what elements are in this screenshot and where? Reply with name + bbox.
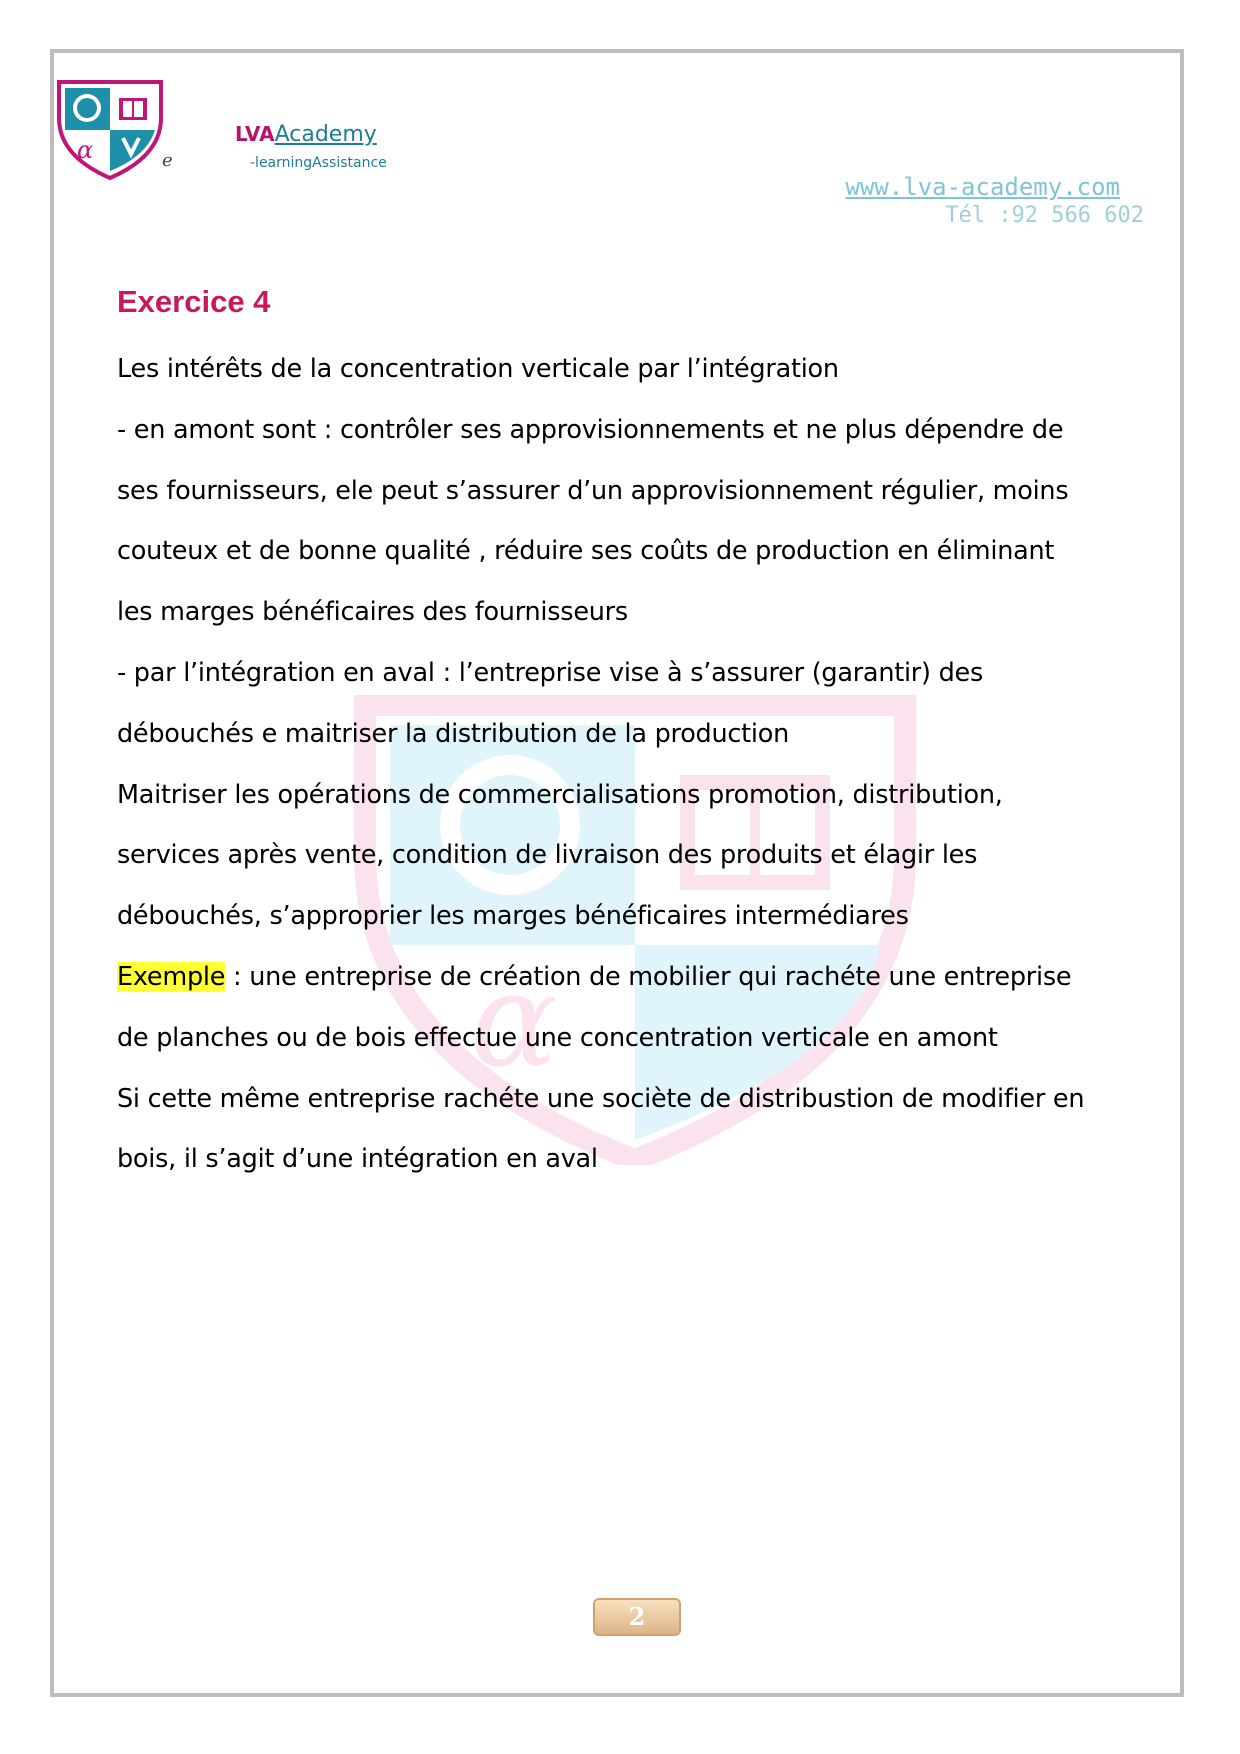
example-label: Exemple [117,961,226,992]
brand-name [235,122,377,147]
text-line: les marges bénéficaires des fournisseurs [117,597,628,628]
exercise-title: Exercice 4 [117,284,271,319]
example-line [117,947,1162,1008]
example-text: : une entreprise de création de mobilier qui rachéte une entreprise [225,961,1072,992]
brand-academy: Academy [274,122,377,147]
shield-logo-icon [55,78,165,180]
text-line: - en amont sont : contrôler ses approvisionnements et ne plus dépendre de [117,414,1064,445]
text-line: Si cette même entreprise rachéte une sociète de distribustion de modifier en [117,1083,1085,1114]
text-line: Maitriser les opérations de commercialisations promotion, distribution, [117,779,1003,810]
text-line: - par l’intégration en aval : l’entreprise vise à s’assurer (garantir) des [117,657,984,688]
svg-text:α: α [77,136,94,164]
text-line: services après vente, condition de livraison des produits et élagir les [117,840,978,871]
text-line: bois, il s’agit d’une intégration en aval [117,1144,598,1175]
website-link[interactable]: www.lva-academy.com [845,173,1120,201]
page-number: 2 [593,1598,681,1636]
svg-text:α: α [470,944,558,1096]
exercise-body [117,339,1162,1190]
logo-suffix: e [162,150,173,171]
phone-number: Tél :92 566 602 [945,203,1144,228]
text-line: couteux et de bonne qualité , réduire ses coûts de production en éliminant [117,536,1055,567]
brand-lva: LVA [235,122,275,146]
text-line: ses fournisseurs, ele peut s’assurer d’un approvisionnement régulier, moins [117,475,1069,506]
brand-tagline: -learningAssistance [250,155,387,171]
text-line: Les intérêts de la concentration verticale par l’intégration [117,354,839,384]
text-line: de planches ou de bois effectue une concentration verticale en amont [117,1022,998,1053]
text-line: débouchés e maitriser la distribution de la production [117,718,790,749]
text-line: débouchés, s’approprier les marges bénéficaires intermédiares [117,901,909,932]
